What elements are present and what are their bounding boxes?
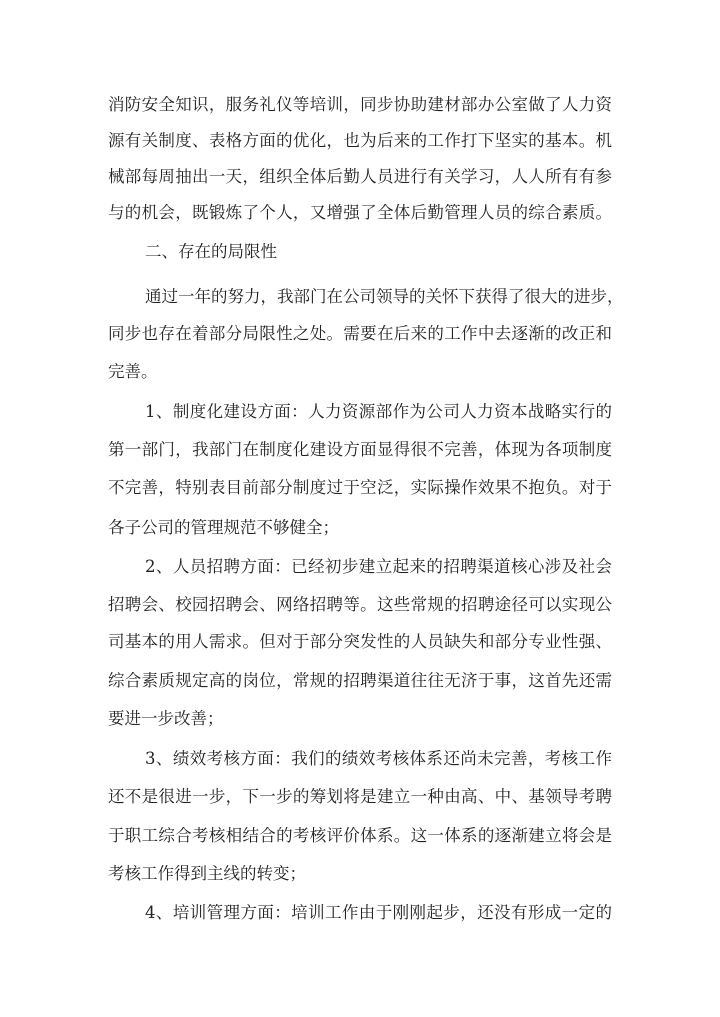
section-heading: 二、存在的局限性 xyxy=(145,242,277,261)
text-line: 与的机会，既锻炼了个人，又增强了全体后勤管理人员的综合素质。 xyxy=(108,203,612,222)
text-line: 消防安全知识，服务礼仪等培训，同步协助建材部办公室做了人力资 xyxy=(108,95,612,114)
text-line: 3、绩效考核方面：我们的绩效考核体系还尚未完善，考核工作 xyxy=(145,749,612,768)
text-line: 司基本的用人需求。但对于部分突发性的人员缺失和部分专业性强、 xyxy=(108,632,612,651)
text-line: 4、培训管理方面：培训工作由于刚刚起步，还没有形成一定的 xyxy=(145,903,612,922)
text-line: 各子公司的管理规范不够健全； xyxy=(108,518,339,537)
text-line: 不完善，特别表目前部分制度过于空泛，实际操作效果不抱负。对于 xyxy=(108,478,612,497)
text-line: 还不是很进一步，下一步的筹划将是建立一种由高、中、基领导考聘 xyxy=(108,787,612,806)
text-line: 完善。 xyxy=(108,362,158,381)
text-line: 于职工综合考核相结合的考核评价体系。这一体系的逐渐建立将会是 xyxy=(108,826,612,845)
text-line: 考核工作得到主线的转变； xyxy=(108,864,306,883)
text-line: 1、制度化建设方面：人力资源部作为公司人力资本战略实行的 xyxy=(145,402,612,421)
text-line: 同步也存在着部分局限性之处。需要在后来的工作中去逐渐的改正和 xyxy=(108,324,612,343)
text-line: 综合素质规定高的岗位，常规的招聘渠道往往无济于事，这首先还需 xyxy=(108,671,612,690)
text-line: 招聘会、校园招聘会、网络招聘等。这些常规的招聘途径可以实现公 xyxy=(108,595,612,614)
text-line: 要进一步改善； xyxy=(108,709,224,728)
text-line: 第一部门，我部门在制度化建设方面显得很不完善，体现为各项制度 xyxy=(108,440,612,459)
text-line: 2、人员招聘方面：已经初步建立起来的招聘渠道核心涉及社会 xyxy=(145,557,612,576)
text-line: 械部每周抽出一天，组织全体后勤人员进行有关学习，人人所有有参 xyxy=(108,167,612,186)
text-line: 通过一年的努力，我部门在公司领导的关怀下获得了很大的进步， xyxy=(145,287,624,306)
text-line: 源有关制度、表格方面的优化，也为后来的工作打下坚实的基本。机 xyxy=(108,131,612,150)
